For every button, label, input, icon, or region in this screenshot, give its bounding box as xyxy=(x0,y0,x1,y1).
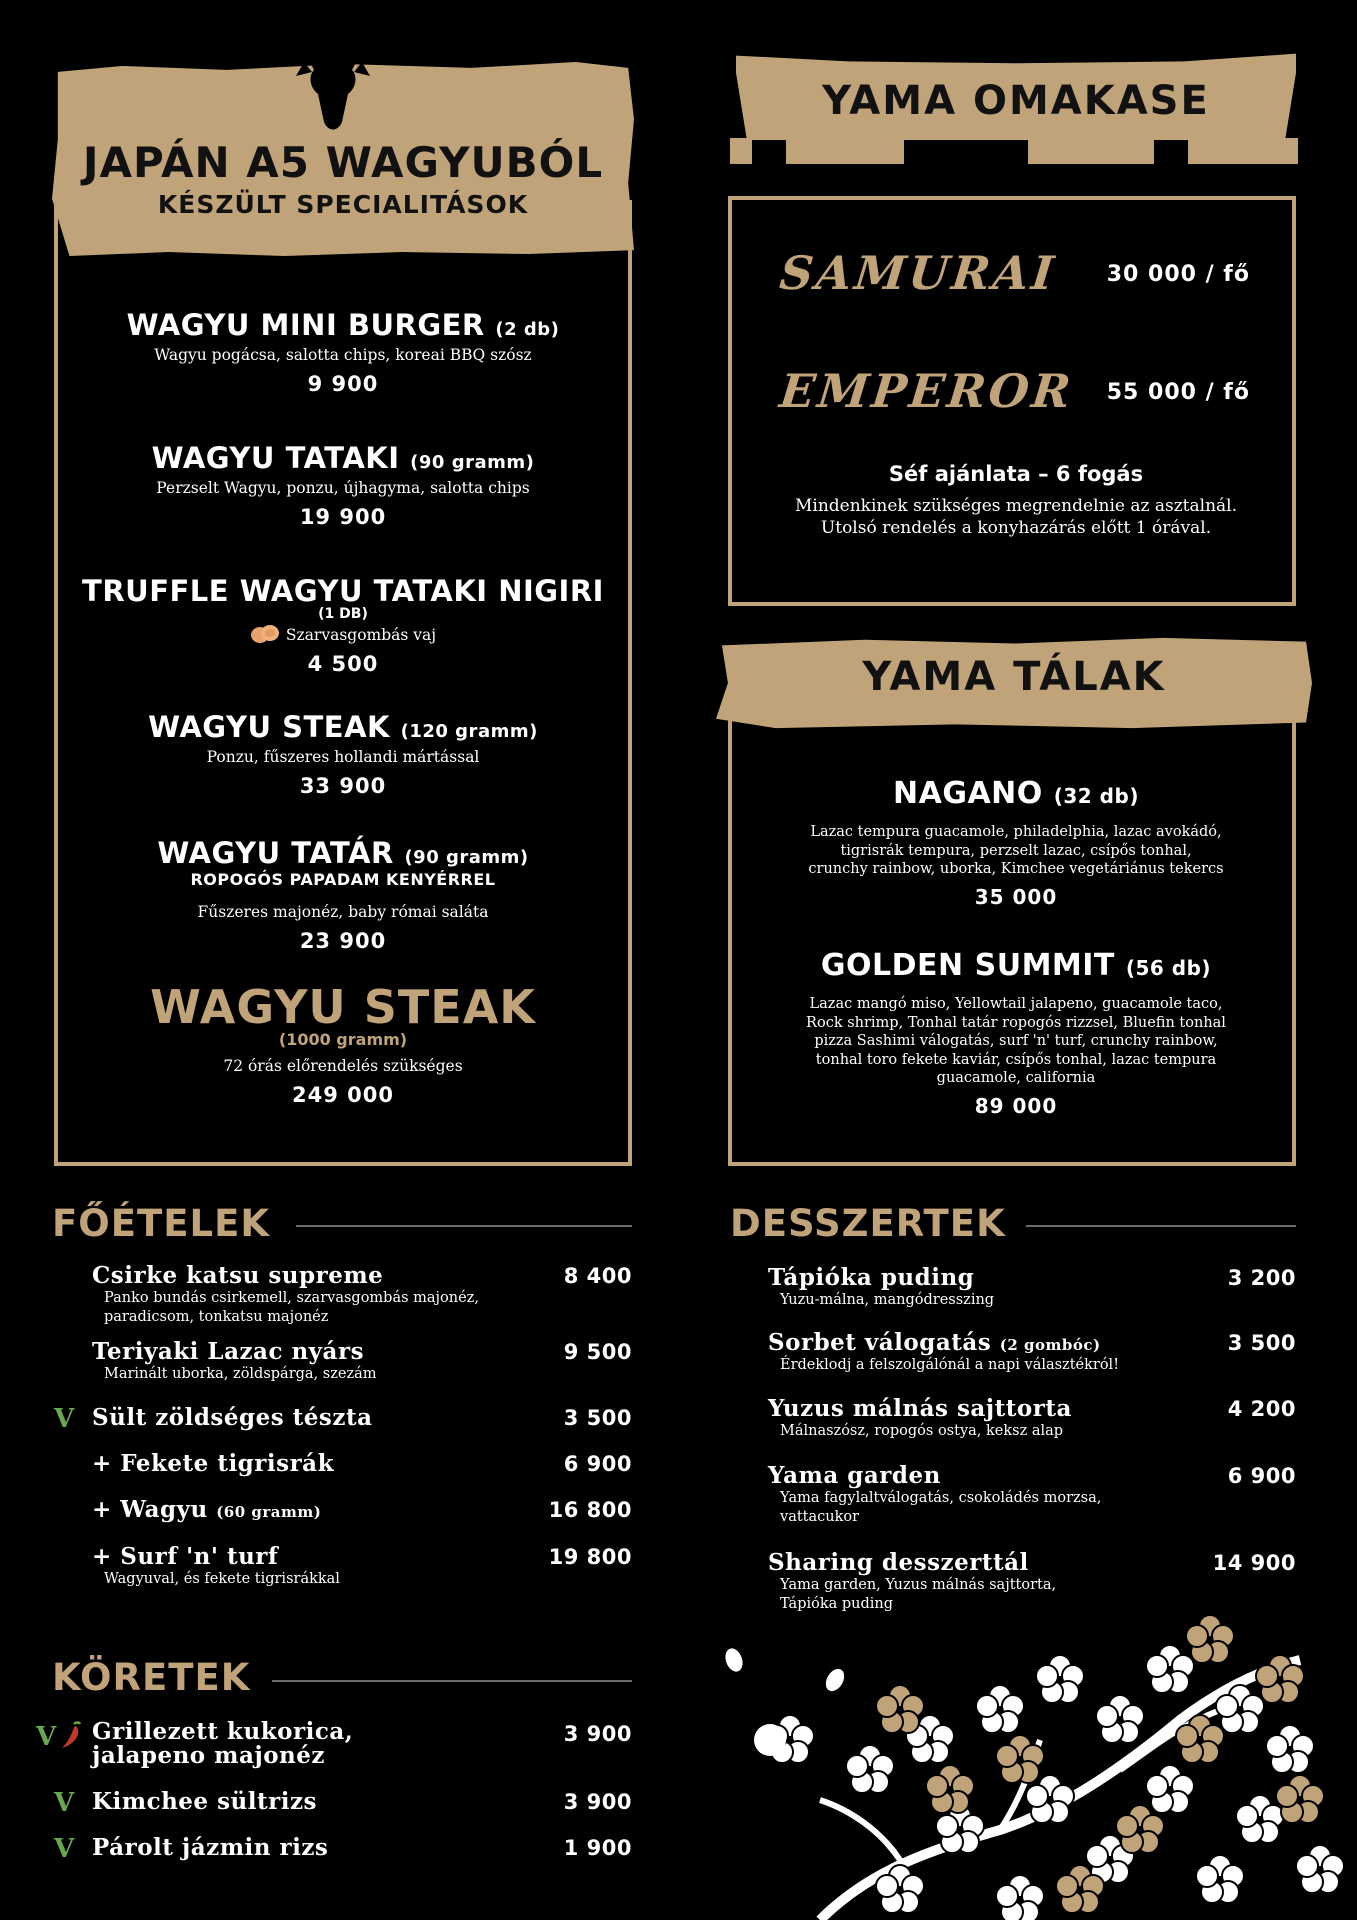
platter-item xyxy=(736,776,1296,909)
chili-pepper-icon xyxy=(58,1720,84,1750)
menu-item xyxy=(60,441,626,529)
menu-item xyxy=(768,1462,1296,1527)
item-price: 6 900 xyxy=(1227,1464,1296,1488)
item-price: 23 900 xyxy=(299,929,387,953)
item-name: WAGYU MINI BURGER xyxy=(126,308,485,342)
menu-item-featured xyxy=(60,980,626,1107)
wagyu-title: JAPÁN A5 WAGYUBÓL xyxy=(82,138,604,187)
item-qty: (1000 gramm) xyxy=(278,1030,408,1049)
item-name: Sharing desszerttál xyxy=(768,1549,1029,1576)
item-desc-line: Lazac tempura guacamole, philadelphia, lazac avokádó, xyxy=(810,824,1222,840)
item-desc-line: Yama garden, Yuzus málnás sajttorta, xyxy=(780,1577,1057,1593)
bull-head-icon xyxy=(268,22,398,134)
koretek-title: KÖRETEK xyxy=(52,1656,251,1699)
item-qty: (90 gramm) xyxy=(410,452,535,473)
item-price: 19 800 xyxy=(548,1545,632,1569)
item-name: Sorbet válogatás xyxy=(768,1329,992,1356)
section-divider xyxy=(1026,1225,1296,1227)
item-price: 35 000 xyxy=(974,884,1058,909)
item-name: Kimchee sültrizs xyxy=(92,1788,317,1815)
item-name: Csirke katsu supreme xyxy=(92,1262,384,1289)
menu-item xyxy=(92,1788,632,1815)
item-price: 89 000 xyxy=(974,1093,1058,1118)
menu-item xyxy=(60,710,626,798)
item-qty: (32 db) xyxy=(1053,784,1139,808)
item-desc-line: pizza Sashimi válogatás, surf 'n' turf, crunchy rainbow, xyxy=(814,1033,1218,1049)
item-name: NAGANO xyxy=(893,776,1043,811)
menu-item xyxy=(60,836,626,953)
item-name: WAGYU STEAK xyxy=(148,710,390,744)
item-desc-line: Panko bundás csirkemell, szarvasgombás majonéz, xyxy=(104,1290,479,1306)
platter-item xyxy=(736,948,1296,1118)
item-price: 33 900 xyxy=(299,774,387,798)
item-desc-line: guacamole, california xyxy=(936,1070,1096,1086)
item-desc-line: paradicsom, tonkatsu majonéz xyxy=(104,1309,329,1325)
menu-item xyxy=(92,1496,632,1523)
item-name: + Wagyu xyxy=(92,1496,208,1523)
item-desc-line: Tápióka puding xyxy=(780,1596,894,1612)
item-price: 4 200 xyxy=(1227,1397,1296,1421)
item-qty: (1 DB) xyxy=(318,606,368,622)
item-price: 9 900 xyxy=(307,372,379,396)
item-desc-line: tonhal toro fekete kaviár, csípős tonhal, lazac tempura xyxy=(815,1051,1217,1068)
item-price: 3 900 xyxy=(563,1790,632,1814)
item-name: Tápióka puding xyxy=(768,1264,975,1291)
item-qty: (90 gramm) xyxy=(404,847,529,868)
butter-icon xyxy=(250,624,280,648)
menu-item xyxy=(768,1395,1296,1441)
item-desc: Málnaszósz, ropogós ostya, keksz alap xyxy=(780,1423,1064,1439)
item-price: 3 500 xyxy=(1227,1331,1296,1355)
item-name: WAGYU TATAKI xyxy=(151,441,400,475)
item-desc: Érdeklodj a felszolgálónál a napi választékról! xyxy=(780,1357,1120,1373)
item-price: 249 000 xyxy=(292,1083,394,1107)
menu-item xyxy=(92,1262,632,1327)
menu-item xyxy=(92,1543,632,1589)
item-qty: (60 gramm) xyxy=(216,1503,322,1521)
item-price: 14 900 xyxy=(1212,1551,1296,1575)
item-price: 4 500 xyxy=(307,652,379,676)
menu-item xyxy=(92,1834,632,1861)
item-name: Sült zöldséges tészta xyxy=(92,1404,373,1431)
vegetarian-icon: V xyxy=(36,1722,57,1752)
item-desc-line: tigrisrák tempura, perzselt lazac, csípős tonhal, xyxy=(840,842,1192,859)
menu-item xyxy=(92,1404,632,1431)
item-price: 8 400 xyxy=(563,1264,632,1288)
item-name: WAGYU TATÁR xyxy=(157,836,394,870)
omakase-option-price: 30 000 / fő xyxy=(1106,262,1250,287)
item-desc: Wagyuval, és fekete tigrisrákkal xyxy=(104,1571,340,1587)
menu-item xyxy=(768,1264,1296,1310)
item-desc: Ponzu, fűszeres hollandi mártással xyxy=(206,748,480,766)
item-desc-line: Rock shrimp, Tonhal tatár ropogós rizzsel, Bluefin tonhal xyxy=(806,1014,1226,1031)
item-price: 6 900 xyxy=(563,1452,632,1476)
vegetarian-icon: V xyxy=(54,1788,75,1818)
menu-item xyxy=(60,308,626,396)
vegetarian-icon: V xyxy=(54,1404,75,1434)
item-desc: Marinált uborka, zöldspárga, szezám xyxy=(104,1366,377,1382)
item-name: Yama garden xyxy=(768,1462,941,1489)
item-name: GOLDEN SUMMIT xyxy=(820,948,1115,983)
item-name: TRUFFLE WAGYU TATAKI NIGIRI xyxy=(82,574,604,608)
menu-item xyxy=(92,1720,632,1768)
item-desc-line: vattacukor xyxy=(780,1509,860,1525)
item-price: 3 900 xyxy=(563,1722,632,1746)
item-qty: (120 gramm) xyxy=(400,721,538,742)
item-price: 3 200 xyxy=(1227,1266,1296,1290)
item-price: 9 500 xyxy=(563,1340,632,1364)
item-name: + Fekete tigrisrák xyxy=(92,1450,335,1477)
omakase-note: Utolsó rendelés a konyhazárás előtt 1 órával. xyxy=(820,518,1212,538)
desszertek-title: DESSZERTEK xyxy=(730,1202,1006,1245)
item-qty: (56 db) xyxy=(1125,956,1212,980)
cherry-blossom-decoration xyxy=(700,1600,1357,1920)
section-divider xyxy=(272,1680,632,1682)
item-name: Teriyaki Lazac nyárs xyxy=(92,1338,365,1365)
omakase-note-title: Séf ajánlata – 6 fogás xyxy=(888,462,1144,486)
item-price: 1 900 xyxy=(563,1836,632,1860)
omakase-option-name: SAMURAI xyxy=(777,246,1060,300)
item-qty: (2 gombóc) xyxy=(999,1336,1101,1354)
vegetarian-icon: V xyxy=(54,1834,75,1864)
item-subtitle: ROPOGÓS PAPADAM KENYÉRREL xyxy=(190,870,496,889)
omakase-option-name: EMPEROR xyxy=(777,364,1077,418)
omakase-option-price: 55 000 / fő xyxy=(1106,380,1250,405)
omakase-note: Mindenkinek szükséges megrendelnie az asztalnál. xyxy=(795,496,1237,516)
item-name: Grillezett kukorica, xyxy=(92,1718,354,1745)
item-price: 19 900 xyxy=(299,505,387,529)
torii-gate-gap xyxy=(1154,140,1188,170)
menu-item xyxy=(92,1338,632,1384)
item-desc: 72 órás előrendelés szükséges xyxy=(223,1057,463,1075)
menu-item xyxy=(768,1329,1296,1375)
menu-item xyxy=(60,574,626,676)
torii-gate-gap xyxy=(752,140,786,170)
item-name: WAGYU STEAK xyxy=(150,980,536,1034)
item-desc: Fűszeres majonéz, baby római saláta xyxy=(197,903,489,921)
item-desc: Wagyu pogácsa, salotta chips, koreai BBQ szósz xyxy=(154,346,532,364)
menu-item xyxy=(92,1450,632,1477)
item-desc: Yuzu-málna, mangódresszing xyxy=(780,1292,995,1308)
torii-gate-gap xyxy=(904,140,1028,170)
foetelek-title: FŐÉTELEK xyxy=(52,1202,271,1245)
item-name-line-2: jalapeno majonéz xyxy=(92,1742,325,1769)
wagyu-subtitle: KÉSZÜLT SPECIALITÁSOK xyxy=(157,190,529,219)
item-price: 16 800 xyxy=(548,1498,632,1522)
item-desc-line: Yama fagylaltválogatás, csokoládés morzsa, xyxy=(780,1490,1102,1506)
item-desc: Szarvasgombás vaj xyxy=(285,626,437,644)
item-desc-line: crunchy rainbow, uborka, Kimchee vegetáriánus tekercs xyxy=(808,861,1224,877)
section-divider xyxy=(296,1225,632,1227)
talak-title: YAMA TÁLAK xyxy=(862,654,1166,700)
item-desc-line: Lazac mangó miso, Yellowtail jalapeno, guacamole taco, xyxy=(809,996,1223,1012)
omakase-title: YAMA OMAKASE xyxy=(822,78,1210,124)
item-name: Párolt jázmin rizs xyxy=(92,1834,329,1861)
item-price: 3 500 xyxy=(563,1406,632,1430)
item-desc: Perzselt Wagyu, ponzu, újhagyma, salotta chips xyxy=(156,479,530,497)
item-name: + Surf 'n' turf xyxy=(92,1543,279,1570)
item-qty: (2 db) xyxy=(495,319,560,340)
item-name: Yuzus málnás sajttorta xyxy=(768,1395,1072,1422)
